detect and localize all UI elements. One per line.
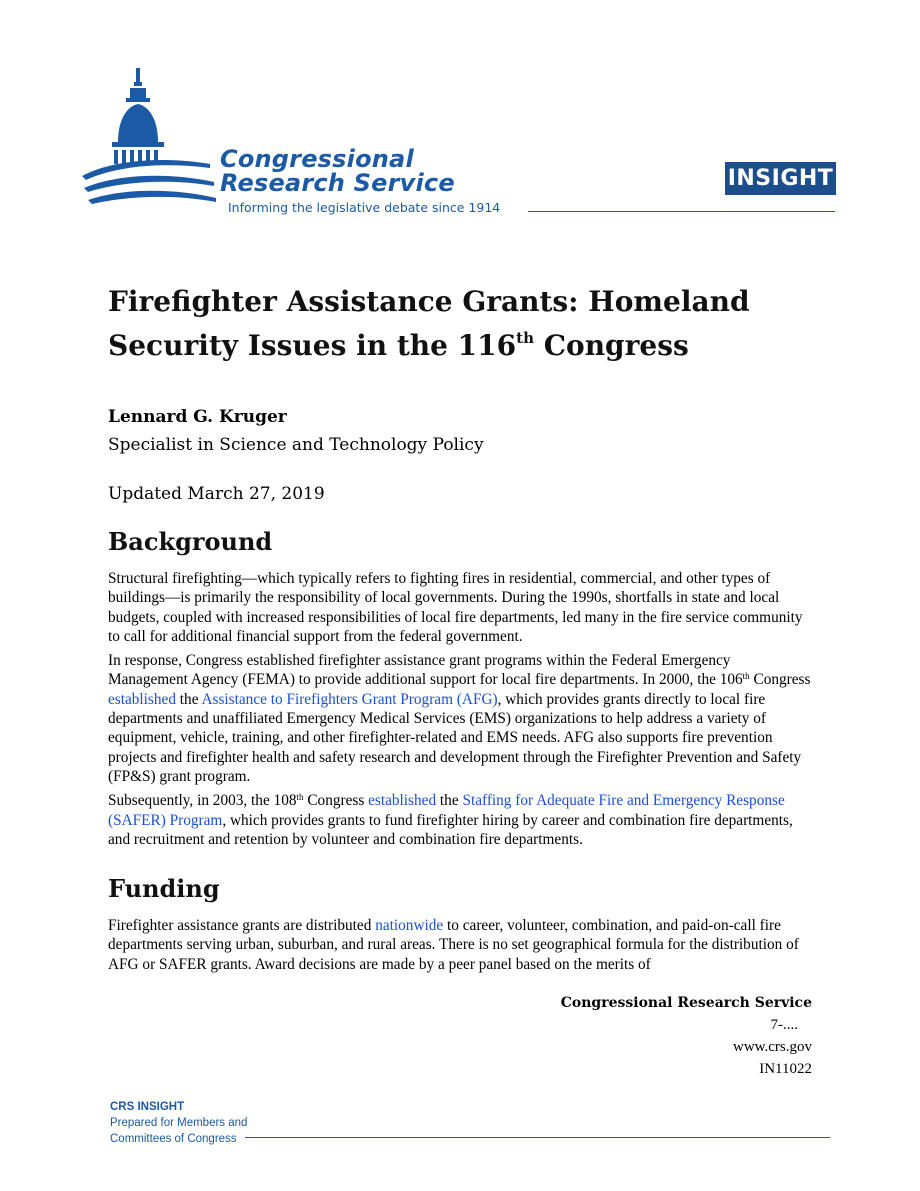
org-name-line1: Congressional xyxy=(220,145,414,173)
funding-paragraph-1 xyxy=(108,916,813,974)
bottom-label-line2: Prepared for Members and xyxy=(110,1117,248,1129)
background-heading: Background xyxy=(108,527,273,556)
background-paragraph-1: Structural firefighting—which typically refers to fighting fires in residential, commercial, and other types of buildings—is primarily the responsibility of local governments. During the 1990s, shortfalls in state and local budgets, coupled with increased responsibilities of local fire departments, led many in the fire service community to call for additional financial support from the federal government. xyxy=(108,570,803,645)
org-tagline: Informing the legislative debate since 1914 xyxy=(228,200,501,215)
paragraph-text: , which provides grants directly to local fire departments and unaffiliated Emergency Medical Services (EMS) organizations to help address a variety of equipment, vehicle, training, and other firefighter-related and EMS needs. AFG also supports fire prevention projects and firefighter health and safety research and development through the Firefighter Prevention and Safety (FP&S) grant program. xyxy=(108,690,802,785)
capitol-dome-icon xyxy=(82,64,222,224)
established-link-2[interactable]: established xyxy=(368,792,437,810)
safer-program-link[interactable]: Staffing for Adequate Fire and Emergency Response (SAFER) Program xyxy=(108,792,785,829)
bottom-label-title: CRS INSIGHT xyxy=(110,1101,185,1113)
paragraph-text: the xyxy=(175,690,202,708)
header-divider xyxy=(528,211,835,212)
paragraph-text: Congress xyxy=(749,671,811,689)
nationwide-link[interactable]: nationwide xyxy=(375,917,444,934)
title-text: Firefighter Assistance Grants: Homeland Security Issues in the 116 xyxy=(108,285,750,362)
author-role: Specialist in Science and Technology Policy xyxy=(108,435,484,455)
paragraph-text: , which provides grants to fund firefighter hiring by career and combination fire departments, and recruitment and retention by volunteer and combination fire departments. xyxy=(108,811,793,848)
author-name: Lennard G. Kruger xyxy=(108,407,287,427)
insight-badge: INSIGHT xyxy=(725,162,836,195)
background-section xyxy=(108,569,813,854)
bottom-divider xyxy=(245,1137,830,1138)
background-paragraph-3 xyxy=(108,791,813,849)
superscript: th xyxy=(296,792,304,803)
crs-logo xyxy=(82,64,842,224)
superscript: th xyxy=(742,671,750,682)
title-text-end: Congress xyxy=(533,329,689,362)
bottom-label-line3: Committees of Congress xyxy=(110,1133,237,1145)
title-superscript: th xyxy=(516,329,534,347)
org-name-line2: Research Service xyxy=(220,169,455,197)
paragraph-text: Firefighter assistance grants are distributed xyxy=(108,917,376,934)
paragraph-text: to career, volunteer, combination, and paid-on-call fire departments serving urban, suburban, and rural areas. There is no set geographical formula for the distribution of AFG or SAFER grants. Award decisions are made by a peer panel based on the merits of xyxy=(108,917,799,973)
paragraph-text: the xyxy=(436,792,463,810)
footer-id: IN11022 xyxy=(759,1061,812,1077)
paragraph-text: In response, Congress established firefighter assistance grant programs within the Federal Emergency Management Agency (FEMA) to provide additional support for local fire departments. In 2000, the 106 xyxy=(108,652,743,689)
afg-program-link[interactable]: Assistance to Firefighters Grant Program (AFG) xyxy=(201,690,498,708)
background-paragraph-2 xyxy=(108,651,813,786)
footer-code: 7-.... xyxy=(770,1017,798,1033)
established-link[interactable]: established xyxy=(108,690,176,708)
paragraph-text: Subsequently, in 2003, the 108 xyxy=(108,792,297,810)
funding-section xyxy=(108,916,813,979)
footer-org: Congressional Research Service xyxy=(560,995,812,1011)
funding-heading: Funding xyxy=(108,874,220,903)
page-title xyxy=(108,280,828,368)
footer-website: www.crs.gov xyxy=(732,1039,812,1055)
footer-info xyxy=(561,992,812,1080)
paragraph-text: Congress xyxy=(303,792,369,810)
updated-date: Updated March 27, 2019 xyxy=(108,484,325,504)
crs-insight-label xyxy=(110,1099,247,1147)
